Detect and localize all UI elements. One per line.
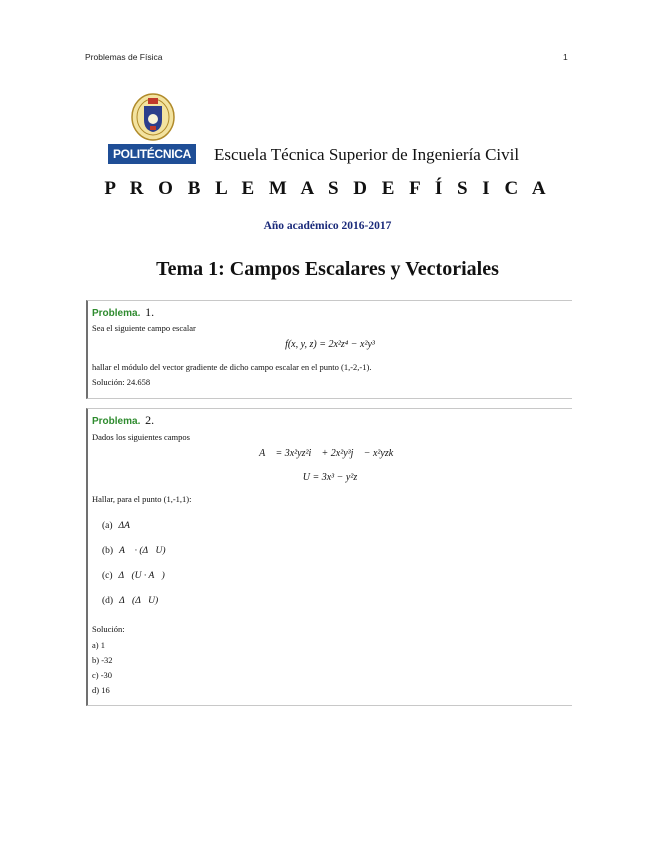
politecnica-band: POLITÉCNICA [108, 144, 196, 164]
problem-box-2 [86, 408, 572, 706]
problem-number: 2. [145, 413, 155, 427]
subquestion-label: (a) [102, 521, 113, 531]
running-header: Problemas de Física [85, 52, 163, 62]
problem-label: Problema. [92, 308, 141, 319]
solution-a: a) 1 [92, 640, 105, 650]
page-number: 1 [563, 52, 568, 62]
subquestion-b [102, 546, 166, 556]
solution-c: c) -30 [92, 670, 113, 680]
solution-d: d) 16 [92, 685, 110, 695]
school-name: Escuela Técnica Superior de Ingeniería Civil [214, 145, 520, 164]
equation-scalar-field: U = 3x³ − y²z [302, 472, 358, 483]
subquestion-d [102, 596, 158, 606]
subquestion-label: (d) [102, 596, 114, 606]
solution-b: b) -32 [92, 655, 113, 665]
subquestion-expression: Δ⃗(Δ⃗U) [119, 596, 159, 606]
problem-number: 1. [145, 305, 155, 319]
topic-heading: Tema 1: Campos Escalares y Vectoriales [156, 258, 499, 280]
equation: f(x, y, z) = 2x²z⁴ − x²y³ [285, 339, 375, 350]
subquestion-label: (c) [102, 571, 113, 581]
problem-box-1 [86, 300, 572, 399]
problem-title [92, 413, 154, 428]
academic-year: Año académico 2016-2017 [263, 220, 392, 232]
university-seal-icon [130, 92, 176, 142]
problem-question: Hallar, para el punto (1,-1,1): [92, 494, 192, 504]
problem-solution: Solución: 24.658 [92, 377, 151, 387]
subquestion-expression: Δ⃗(U · A⃗) [118, 571, 165, 581]
solution-title: Solución: [92, 624, 125, 634]
problem-question: hallar el módulo del vector gradiente de dicho campo escalar en el punto (1,-2,-1). [92, 362, 372, 372]
upm-logo [108, 92, 196, 164]
subquestion-a [102, 521, 137, 531]
problem-intro: Sea el siguiente campo escalar [92, 323, 196, 333]
subquestion-c [102, 571, 165, 581]
problem-intro: Dados los siguientes campos [92, 432, 190, 442]
document-title: P R O B L E M A S D E F Í S I C A [104, 178, 551, 199]
subquestion-label: (b) [102, 546, 114, 556]
subquestion-expression: ΔA⃗ [118, 521, 138, 531]
problem-label: Problema. [92, 416, 141, 427]
subquestion-expression: A⃗ · (Δ⃗U) [119, 546, 166, 556]
equation-vector-field: A⃗ = 3x²yz²i⃗ + 2x²y³j⃗ − x²yzk⃗ [259, 448, 401, 459]
problem-title [92, 305, 154, 320]
